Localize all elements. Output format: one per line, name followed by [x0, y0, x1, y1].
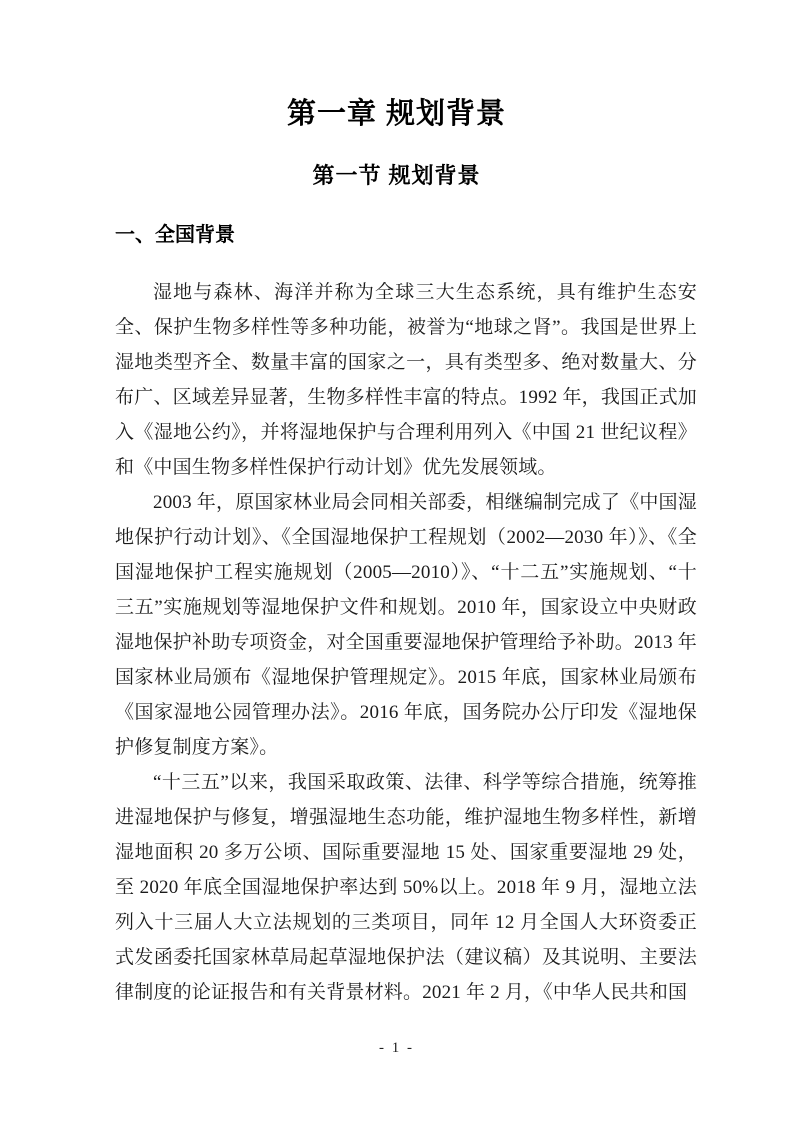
section-title: 第一节 规划背景 — [312, 163, 481, 188]
paragraph-2: 2003 年，原国家林业局会同相关部委，相继编制完成了《中国湿地保护行动计划》、《全国湿地保护工程规划（2002—2030 年）》、《全国湿地保护工程实施规划（2005—2010）》、“十二五”实施规划、“十三五”实施规划等湿地保护文件和规划。2010 年，国家设立中央财政湿地保护补助专项资金，对全国重要湿地保护管理给予补助。2013 年国家林业局颁布《湿地保护管理规定》。2015 年底，国家林业局颁布《国家湿地公园管理办法》。2016 年底，国务院办公厅印发《湿地保护修复制度方案》。 — [115, 492, 697, 758]
subsection-heading: 一、全国背景 — [115, 224, 235, 246]
paragraph-3: “十三五”以来，我国采取政策、法律、科学等综合措施，统筹推进湿地保护与修复，增强湿地生态功能，维护湿地生物多样性，新增湿地面积 20 多万公顷、国际重要湿地 15 处、国家重要湿地 29 处，至 2020 年底全国湿地保护率达到 50%以上。2018 年 9 月，湿地立法列入十三届人大立法规划的三类项目，同年 12 月全国人大环资委正式发函委托国家林草局起草湿地保护法（建议稿）及其说明、主要法律制度的论证报告和有关背景材料。2021 年 2 月，《中华人民共和国 — [115, 772, 697, 1003]
paragraph-1: 湿地与森林、海洋并称为全球三大生态系统，具有维护生态安全、保护生物多样性等多种功能，被誉为“地球之肾”。我国是世界上湿地类型齐全、数量丰富的国家之一，具有类型多、绝对数量大、分布广、区域差异显著，生物多样性丰富的特点。1992 年，我国正式加入《湿地公约》，并将湿地保护与合理利用列入《中国 21 世纪议程》和《中国生物多样性保护行动计划》优先发展领域。 — [115, 282, 697, 478]
page-number: - 1 - — [379, 1040, 414, 1056]
chapter-title: 第一章 规划背景 — [286, 98, 507, 130]
body-text — [115, 275, 697, 1010]
